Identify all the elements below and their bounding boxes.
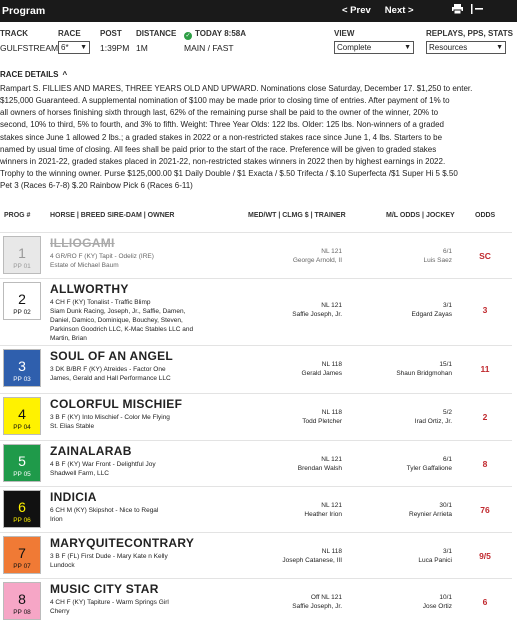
post-position: PP 01	[13, 263, 31, 270]
program-number-box	[3, 536, 41, 574]
race-details-heading: RACE DETAILS	[0, 70, 59, 79]
med-weight: NL 118	[321, 409, 342, 416]
ml-jockey	[352, 593, 452, 611]
col-med: MED/WT | CLMG $ | TRAINER	[248, 212, 346, 219]
program-number-box	[3, 582, 41, 620]
col-ml: M/L ODDS | JOCKEY	[386, 212, 455, 219]
entry-row[interactable]	[0, 278, 512, 345]
owner: James, Gerald and Hall Performance LLC	[50, 375, 171, 382]
race-details-line: winners in 2021-22, graded stakes placed in 2021-22, non-restricted stakes winners in 2022 then by highest earnings in 2022.	[0, 156, 446, 166]
horse-info	[50, 552, 200, 570]
program-number-box	[3, 444, 41, 482]
distance-label: DISTANCE	[136, 29, 177, 38]
ml-jockey	[352, 455, 452, 473]
trainer: Saffie Joseph, Jr.	[292, 311, 342, 318]
horse-info	[50, 506, 200, 524]
owner: Shadwell Farm, LLC	[50, 470, 109, 477]
jockey: Tyler Gaffalione	[406, 465, 452, 472]
live-odds: 6	[482, 597, 488, 607]
horse-info	[50, 413, 200, 431]
entry-row[interactable]	[0, 345, 512, 393]
horse-name[interactable]: ALLWORTHY	[50, 282, 129, 296]
jockey: Luis Saez	[423, 257, 452, 264]
horse-name[interactable]: COLORFUL MISCHIEF	[50, 397, 183, 411]
morning-line-odds: 3/1	[442, 302, 452, 309]
med-weight: Off NL 121	[310, 594, 342, 601]
breed-sire-dam: 6 CH M (KY) Skipshot - Nice to Regal	[50, 507, 159, 514]
live-odds: 8	[482, 459, 488, 469]
jockey: Luca Panici	[418, 557, 452, 564]
ml-jockey	[352, 501, 452, 519]
race-details-line: $125,000 Guaranteed. A supplemental nomination of $100 may be made prior to closing time of entries. After payment of 1% to	[0, 96, 450, 106]
med-weight: NL 121	[321, 502, 342, 509]
med-trainer	[232, 247, 342, 265]
trainer: Saffie Joseph, Jr.	[292, 603, 342, 610]
owner: Cherry	[50, 608, 70, 615]
race-label: RACE	[58, 29, 81, 38]
med-weight: NL 121	[321, 302, 342, 309]
entry-row[interactable]	[0, 532, 512, 578]
chevron-up-icon[interactable]: ^	[62, 70, 68, 79]
post-position: PP 08	[13, 609, 31, 616]
col-horse: HORSE | BREED SIRE-DAM | OWNER	[50, 212, 175, 219]
morning-line-odds: 10/1	[439, 594, 452, 601]
owner: Estate of Michael Baum	[50, 262, 119, 269]
program-number: 2	[18, 291, 26, 307]
entry-row[interactable]	[0, 232, 512, 278]
horse-name[interactable]: MARYQUITECONTRARY	[50, 536, 195, 550]
med-trainer	[232, 455, 342, 473]
med-trainer	[232, 360, 342, 378]
program-number-box	[3, 236, 41, 274]
menu-icon[interactable]	[471, 4, 483, 17]
horse-info	[50, 298, 200, 343]
horse-name[interactable]: INDICIA	[50, 490, 97, 504]
replays-label: REPLAYS, PPS, STATS	[426, 29, 513, 38]
horse-info	[50, 252, 200, 270]
trainer: George Arnold, II	[292, 257, 342, 264]
jockey: Shaun Bridgmohan	[396, 370, 452, 377]
top-bar	[0, 0, 517, 22]
program-number: 3	[18, 358, 26, 374]
ml-jockey	[352, 408, 452, 426]
horse-info	[50, 598, 200, 616]
morning-line-odds: 6/1	[442, 456, 452, 463]
program-number-box	[3, 349, 41, 387]
post-position: PP 02	[13, 309, 31, 316]
jockey: Edgard Zayas	[411, 311, 452, 318]
toolbar-icons	[452, 4, 483, 17]
printer-icon[interactable]	[452, 4, 463, 17]
resources-select[interactable]	[426, 41, 506, 54]
jockey: Reynier Arrieta	[409, 511, 452, 518]
col-odds: ODDS	[475, 212, 496, 219]
check-circle-icon: ✓	[185, 33, 191, 39]
track-value[interactable]: GULFSTREAM	[0, 43, 59, 53]
race-details-line: Rampart S. FILLIES AND MARES, THREE YEARS OLD AND UPWARD. Nominations close Saturday, December 17. $1,250 to enter.	[0, 84, 473, 93]
jockey: Irad Ortiz, Jr.	[414, 418, 452, 425]
horse-name[interactable]: SOUL OF AN ANGEL	[50, 349, 174, 363]
horse-name[interactable]: ZAINALARAB	[50, 444, 132, 458]
chevron-down-icon: ▼	[80, 44, 87, 51]
post-label: POST	[100, 29, 122, 38]
med-weight: NL 118	[321, 548, 342, 555]
trainer: Brendan Walsh	[297, 465, 342, 472]
breed-sire-dam: 3 B F (KY) Into Mischief - Color Me Flying	[50, 414, 170, 421]
distance-value: 1M	[136, 43, 148, 53]
horse-info	[50, 460, 200, 478]
race-details-line: named by usual time of closing. All fees shall be paid prior to the start of the race. Preference will be given to graded stakes	[0, 144, 437, 154]
breed-sire-dam: 3 B F (FL) First Dude - Mary Kate n Kelly	[50, 553, 168, 560]
owner: Lundock	[50, 562, 75, 569]
race-details-line: Trophy to the winning owner. Purse $125,000.00 $1 Daily Double / $1 Exacta / $.50 Trifecta / $.10 Superfecta /$1 Super Hi 5 $.50	[0, 169, 458, 179]
next-button[interactable]: Next >	[384, 5, 414, 16]
owner: Irion	[50, 516, 63, 523]
live-odds: 11	[480, 364, 490, 374]
race-details-header[interactable]	[0, 70, 67, 79]
race-filters	[0, 26, 517, 62]
race-details-line: stakes since June 1 allowed 2 lbs.; a graded stakes in 2022 or a non-restricted stakes race since June 1, 4 lbs. Starters to be	[0, 132, 443, 142]
post-position: PP 04	[13, 424, 31, 431]
page-title: Program	[2, 5, 46, 17]
program-number-box	[3, 397, 41, 435]
post-position: PP 07	[13, 563, 31, 570]
program-number: 1	[18, 245, 26, 261]
horse-info	[50, 365, 200, 383]
med-weight: NL 118	[321, 361, 342, 368]
morning-line-odds: 30/1	[439, 502, 452, 509]
chevron-down-icon: ▼	[404, 44, 411, 51]
jockey: Jose Ortiz	[422, 603, 452, 610]
trainer: Gerald James	[301, 370, 342, 377]
trainer: Joseph Catanese, III	[282, 557, 342, 564]
live-odds: SC	[479, 251, 491, 261]
med-trainer	[232, 593, 342, 611]
morning-line-odds: 6/1	[442, 248, 452, 255]
post-position: PP 06	[13, 517, 31, 524]
race-select[interactable]	[58, 41, 90, 54]
morning-line-odds: 15/1	[439, 361, 452, 368]
breed-sire-dam: 3 DK B/BR F (KY) Atreides - Factor One	[50, 366, 166, 373]
breed-sire-dam: 4 CH F (KY) Tonalist - Traffic Blimp	[50, 299, 151, 306]
race-details-line: all owners of horses finishing sixth through last, 62% of the remaining purse shall be paid to the owner of the winner, 20% to	[0, 108, 439, 118]
horse-name[interactable]: ILLIOGAMI	[50, 236, 115, 250]
today-label: ✓ TODAY 8:58A	[185, 29, 246, 39]
program-number: 6	[18, 499, 26, 515]
post-value: 1:39PM	[100, 43, 130, 53]
ml-jockey	[352, 301, 452, 319]
post-position: PP 03	[13, 376, 31, 383]
view-select[interactable]	[334, 41, 414, 54]
ml-jockey	[352, 247, 452, 265]
med-weight: NL 121	[321, 248, 342, 255]
race-details-text	[0, 83, 512, 192]
entry-row[interactable]	[0, 393, 512, 440]
col-prog: PROG #	[4, 212, 31, 219]
program-number-box	[3, 282, 41, 320]
med-trainer	[232, 408, 342, 426]
race-details-line: second, 10% to third, 5% to fourth, and 3% to fifth. Weight: Three Year Olds: 122 lbs. Older: 125 lbs. Non-winners of a graded	[0, 120, 444, 130]
program-number: 8	[18, 591, 26, 607]
breed-sire-dam: 4 B F (KY) War Front - Delightful Joy	[50, 461, 156, 468]
track-label: TRACK	[0, 29, 28, 38]
chevron-down-icon: ▼	[496, 44, 503, 51]
live-odds: 9/5	[479, 551, 491, 561]
ml-jockey	[352, 360, 452, 378]
resources-select-value: Resources	[429, 43, 468, 52]
entry-row[interactable]	[0, 486, 512, 532]
entry-row[interactable]	[0, 440, 512, 486]
breed-sire-dam: 4 GR/RO F (KY) Tapit - Odeliz (IRE)	[50, 253, 154, 260]
med-trainer	[232, 301, 342, 319]
program-number: 5	[18, 453, 26, 469]
entry-row[interactable]	[0, 578, 512, 623]
med-weight: NL 121	[321, 456, 342, 463]
program-number: 4	[18, 406, 26, 422]
view-select-value: Complete	[337, 43, 372, 52]
program-number: 7	[18, 545, 26, 561]
surface-value: MAIN / FAST	[184, 43, 234, 53]
live-odds: 3	[482, 305, 488, 315]
race-nav	[342, 5, 414, 16]
race-details-line: Pet 3 (Races 6-7-8) $.20 Rainbow Pick 6 (Races 6-11)	[0, 181, 193, 191]
view-label: VIEW	[334, 29, 355, 38]
breed-sire-dam: 4 CH F (KY) Tapiture - Warm Springs Girl	[50, 599, 169, 606]
trainer: Heather Irion	[304, 511, 342, 518]
med-trainer	[232, 501, 342, 519]
owner: Siam Dunk Racing, Joseph, Jr., Saffie, Damen, Daniel, Damico, Dominique, Bouchey, Steven, Parkinson Goodrich LLC, K-Mac Stables LLC and Martin, Brian	[50, 308, 194, 342]
med-trainer	[232, 547, 342, 565]
ml-jockey	[352, 547, 452, 565]
trainer: Todd Pletcher	[302, 418, 342, 425]
live-odds: 2	[482, 412, 488, 422]
post-position: PP 05	[13, 471, 31, 478]
horse-name[interactable]: MUSIC CITY STAR	[50, 582, 159, 596]
morning-line-odds: 5/2	[442, 409, 452, 416]
live-odds: 76	[480, 505, 490, 515]
program-number-box	[3, 490, 41, 528]
race-select-value: 6*	[61, 43, 69, 52]
owner: St. Elias Stable	[50, 423, 95, 430]
prev-button[interactable]: < Prev	[342, 5, 371, 16]
morning-line-odds: 3/1	[442, 548, 452, 555]
